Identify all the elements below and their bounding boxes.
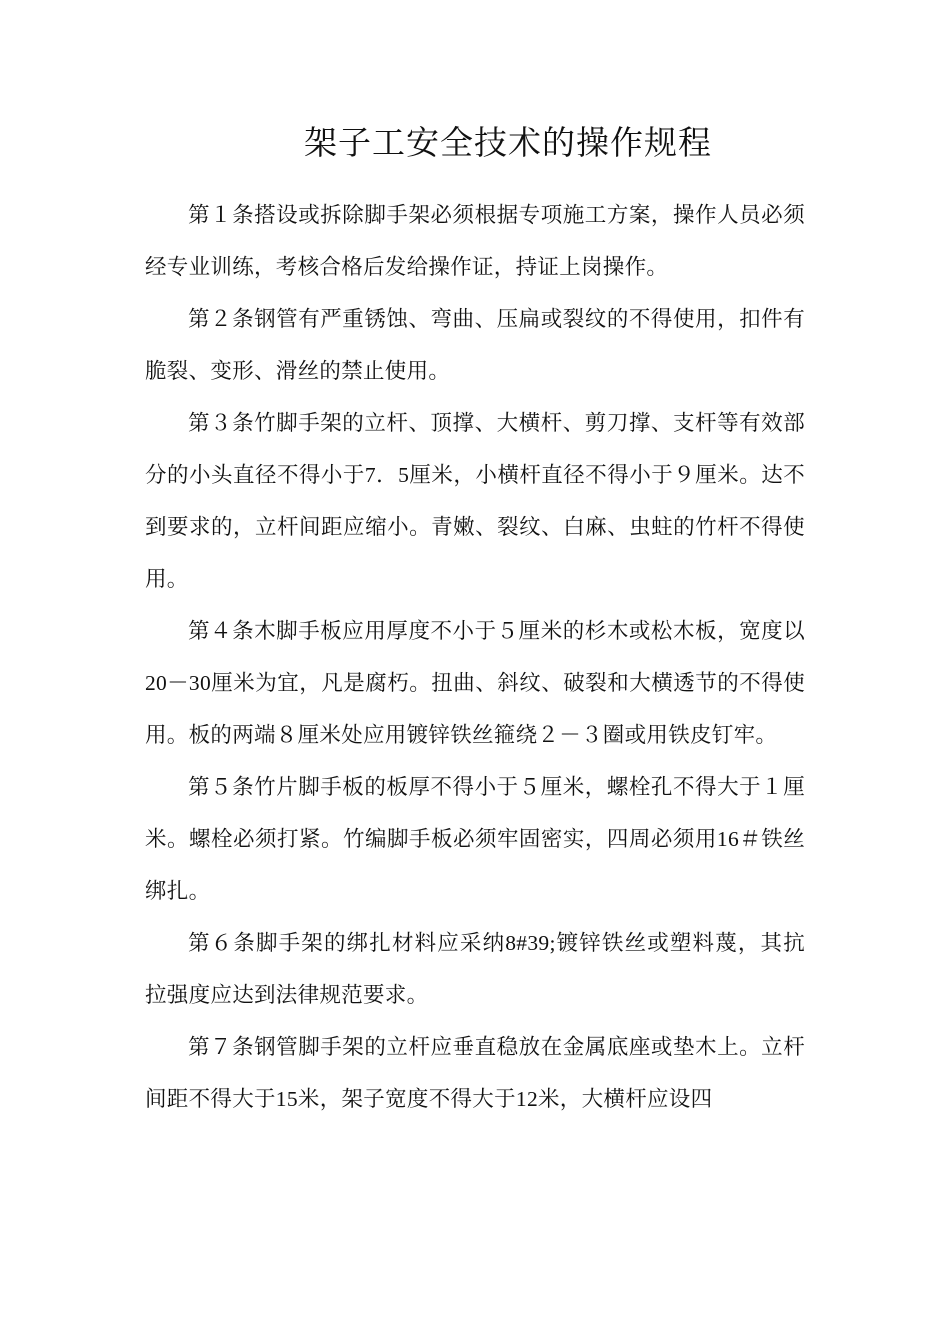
document-body <box>145 189 805 1125</box>
paragraph-article-3: 第３条竹脚手架的立杆、顶撑、大横杆、剪刀撑、支杆等有效部分的小头直径不得小于7．5厘米，小横杆直径不得小于９厘米。达不到要求的，立杆间距应缩小。青嫩、裂纹、白麻、虫蛀的竹杆不得使用。 <box>145 411 805 591</box>
paragraph-article-2: 第２条钢管有严重锈蚀、弯曲、压扁或裂纹的不得使用，扣件有脆裂、变形、滑丝的禁止使用。 <box>145 307 805 383</box>
paragraph-article-6: 第６条脚手架的绑扎材料应采纳8#39;镀锌铁丝或塑料蔑，其抗拉强度应达到法律规范要求。 <box>145 931 805 1007</box>
paragraph-article-4: 第４条木脚手板应用厚度不小于５厘米的杉木或松木板，宽度以20－30厘米为宜，凡是腐朽。扭曲、斜纹、破裂和大横透节的不得使用。板的两端８厘米处应用镀锌铁丝箍绕２－３圈或用铁皮钉牢。 <box>145 619 805 747</box>
document-title: 架子工安全技术的操作规程 <box>304 126 712 162</box>
paragraph-article-7: 第７条钢管脚手架的立杆应垂直稳放在金属底座或垫木上。立杆间距不得大于15米，架子宽度不得大于12米，大横杆应设四 <box>145 1035 805 1111</box>
paragraph-article-5: 第５条竹片脚手板的板厚不得小于５厘米，螺栓孔不得大于１厘米。螺栓必须打紧。竹编脚手板必须牢固密实，四周必须用16＃铁丝绑扎。 <box>145 775 805 903</box>
paragraph-article-1: 第１条搭设或拆除脚手架必须根据专项施工方案，操作人员必须经专业训练，考核合格后发给操作证，持证上岗操作。 <box>145 203 805 279</box>
